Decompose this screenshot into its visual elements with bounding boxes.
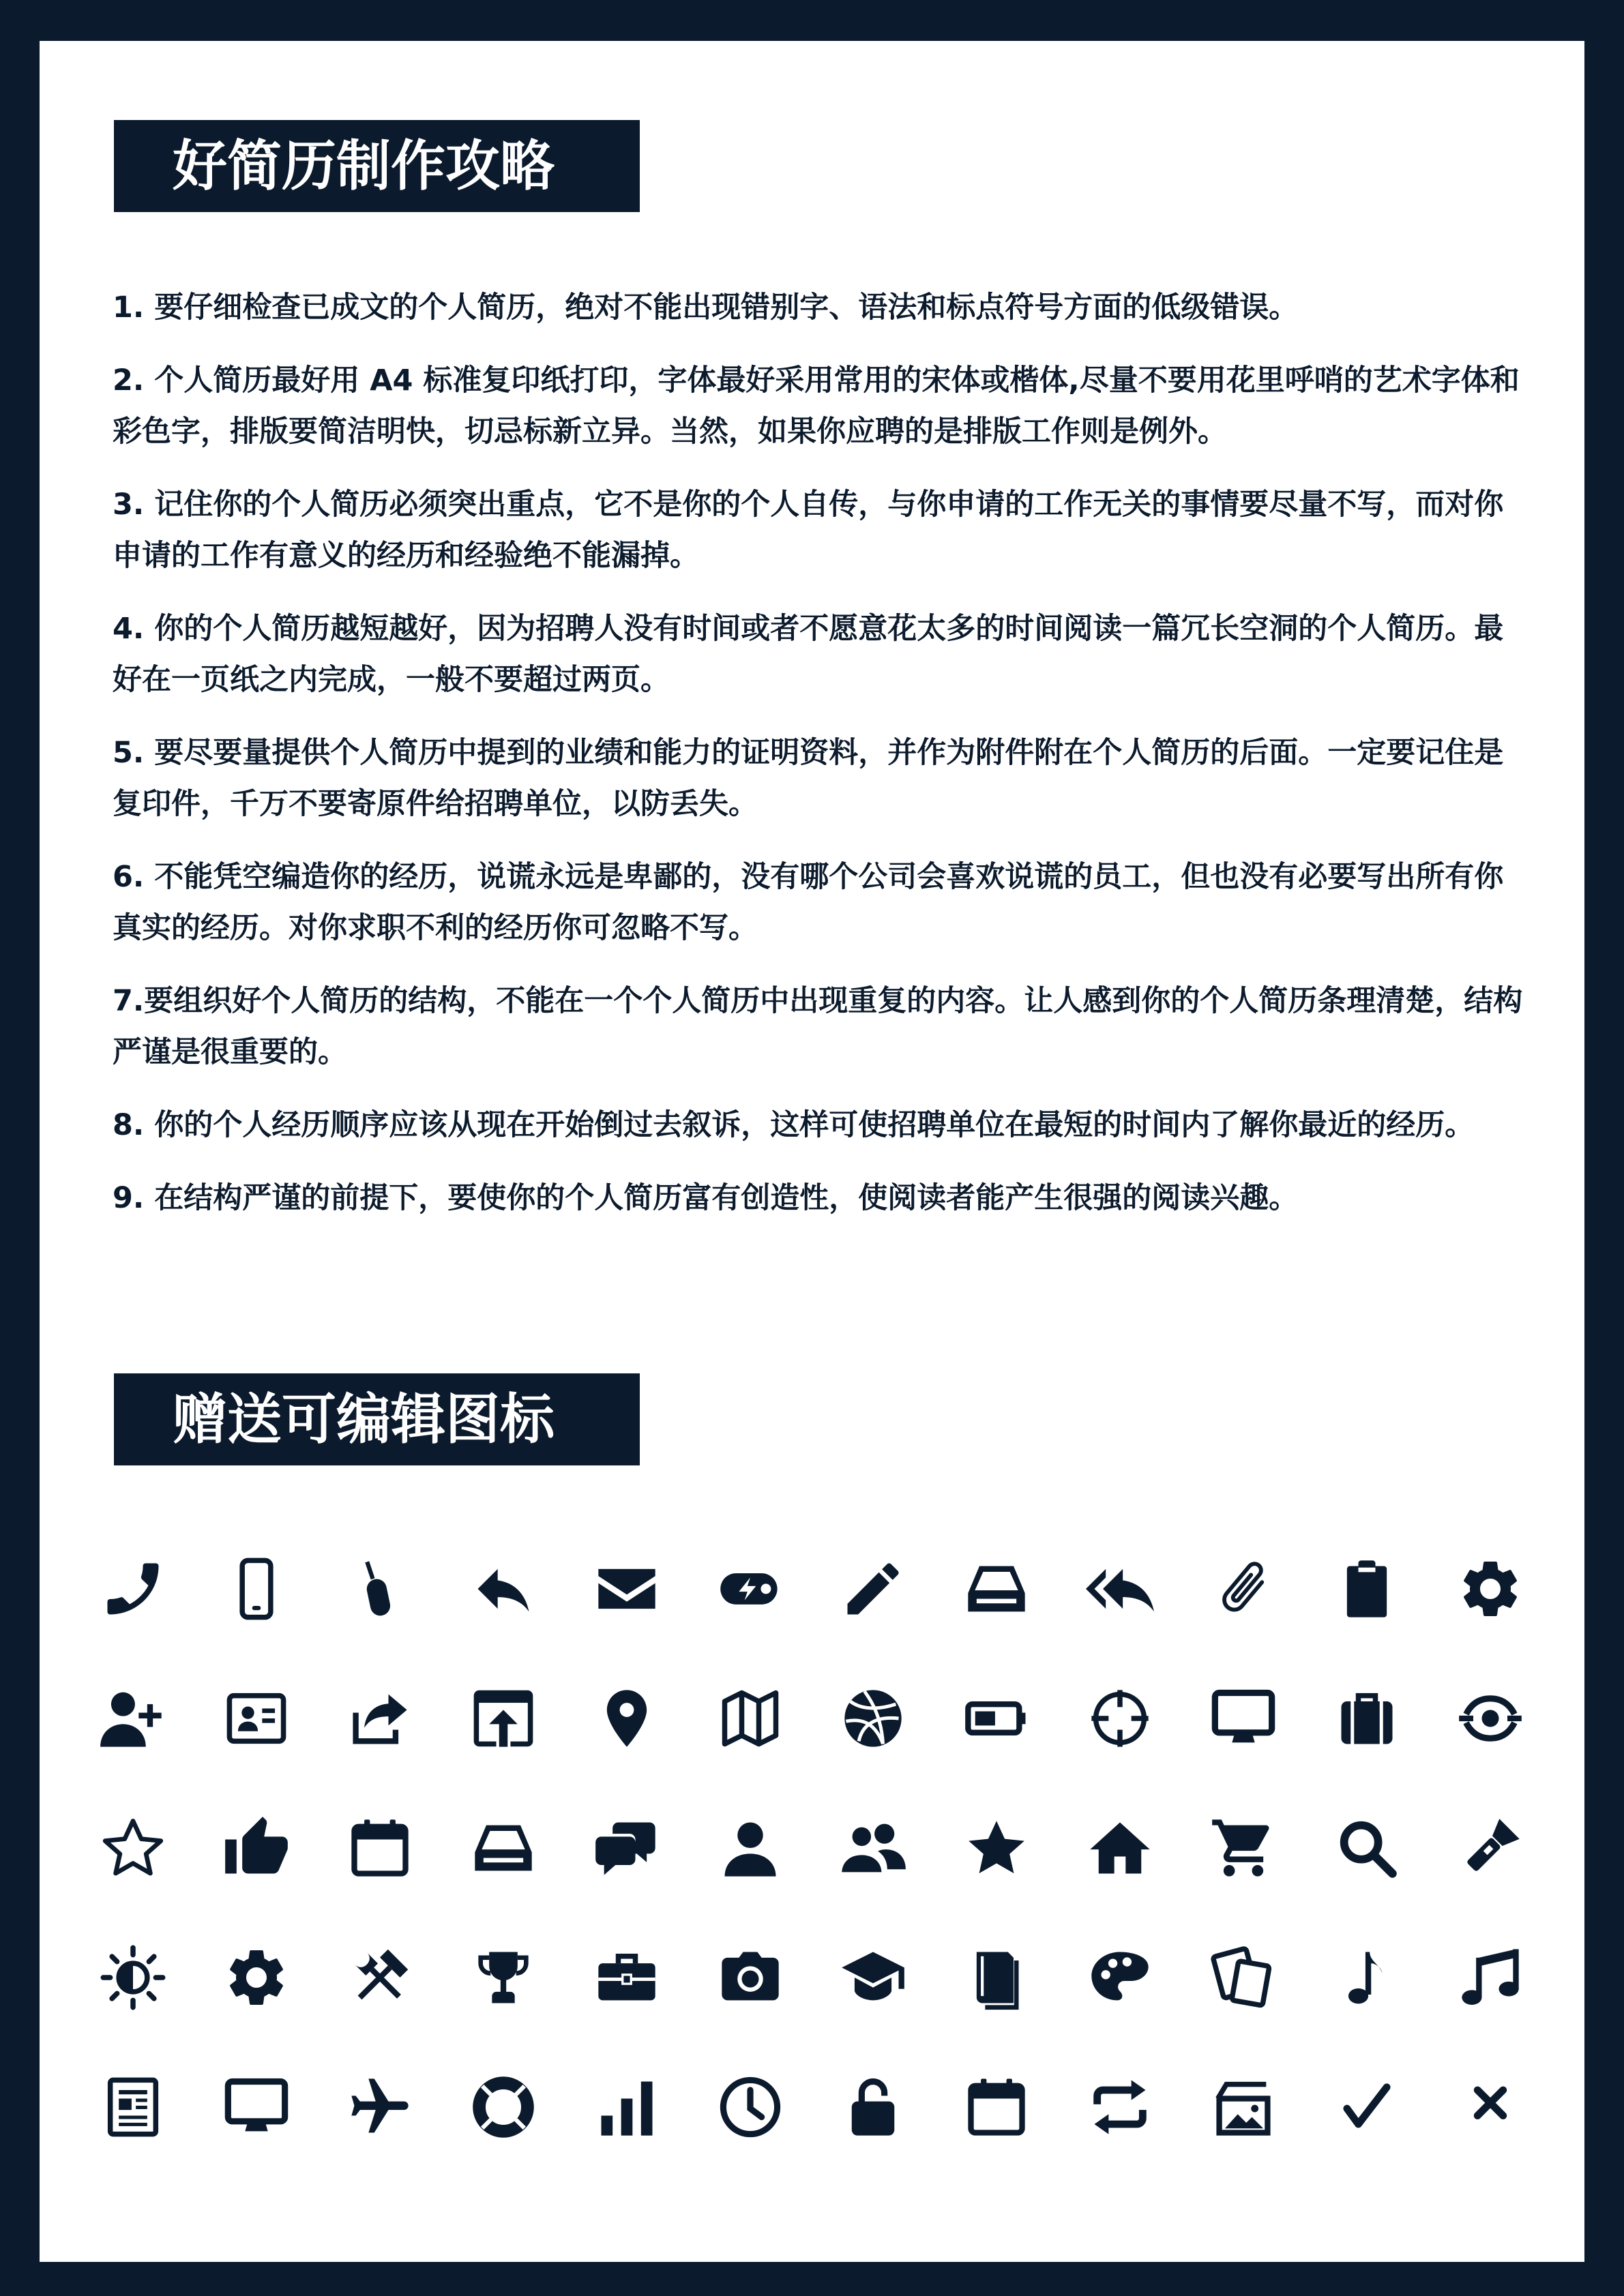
- add-user-icon: [72, 1654, 195, 1783]
- monitor-icon: [195, 2042, 319, 2172]
- battery-icon: [935, 1654, 1059, 1783]
- upload-window-icon: [441, 1654, 565, 1783]
- paperclip-icon: [1181, 1524, 1305, 1654]
- lock-icon: [812, 2042, 935, 2172]
- tip-item: 2. 个人简历最好用 A4 标准复印纸打印，字体最好采用常用的宋体或楷体,尽量不要用花里呼哨的艺术字体和彩色字，排版要简洁明快，切忌标新立异。当然，如果你应聘的是排版工作则是例外。: [113, 363, 1520, 449]
- share-icon: [319, 1654, 442, 1783]
- brightness-icon: [72, 1913, 195, 2042]
- book-icon: [935, 1913, 1059, 2042]
- check-icon: [1305, 2042, 1428, 2172]
- airplane-icon: [319, 2042, 442, 2172]
- eye-icon: [1428, 1654, 1552, 1783]
- map-icon: [688, 1654, 812, 1783]
- document-icon: [72, 2042, 195, 2172]
- tip-item: 9. 在结构严谨的前提下，要使你的个人简历富有创造性，使阅读者能产生很强的阅读兴趣。: [113, 1181, 1299, 1215]
- pencil-icon: [812, 1524, 935, 1654]
- tip-item: 1. 要仔细检查已成文的个人简历，绝对不能出现错别字、语法和标点符号方面的低级错误。: [113, 290, 1299, 325]
- contact-card-icon: [195, 1654, 319, 1783]
- users-icon: [812, 1783, 935, 1913]
- calendar-icon: [319, 1783, 442, 1913]
- tip-item: 8. 你的个人经历顺序应该从现在开始倒过去叙诉，这样可使招聘单位在最短的时间内了解你最近的经历。: [113, 1108, 1475, 1142]
- picture-icon: [1181, 2042, 1305, 2172]
- tools-icon: [319, 1913, 442, 2042]
- section-title-icons: 赠送可编辑图标: [114, 1373, 640, 1465]
- suitcase-icon: [1305, 1654, 1428, 1783]
- crosshair-icon: [1059, 1654, 1182, 1783]
- star-outline-icon: [72, 1783, 195, 1913]
- reply-icon: [441, 1524, 565, 1654]
- tip-item: 5. 要尽要量提供个人简历中提到的业绩和能力的证明资料，并作为附件附在个人简历的后面。一定要记住是复印件，千万不要寄原件给招聘单位，以防丢失。: [113, 736, 1504, 821]
- globe-icon: [812, 1654, 935, 1783]
- cart-icon: [1181, 1783, 1305, 1913]
- search-icon: [1305, 1783, 1428, 1913]
- inbox-icon: [935, 1524, 1059, 1654]
- calendar-icon: [935, 2042, 1059, 2172]
- thumbs-up-icon: [195, 1783, 319, 1913]
- section-title-tips: 好简历制作攻略: [114, 120, 640, 212]
- toolbox-icon: [565, 1913, 688, 2042]
- battery-charging-icon: [688, 1524, 812, 1654]
- drive-icon: [441, 1783, 565, 1913]
- tip-item: 4. 你的个人简历越短越好，因为招聘人没有时间或者不愿意花太多的时间阅读一篇冗长空洞的个人简历。最好在一页纸之内完成，一般不要超过两页。: [113, 612, 1504, 697]
- reply-all-icon: [1059, 1524, 1182, 1654]
- star-icon: [935, 1783, 1059, 1913]
- tip-item: 3. 记住你的个人简历必须突出重点，它不是你的个人自传，与你申请的工作无关的事情要尽量不写，而对你申请的工作有意义的经历和经验绝不能漏掉。: [113, 488, 1504, 573]
- photos-icon: [1181, 1913, 1305, 2042]
- clock-icon: [688, 2042, 812, 2172]
- tip-item: 6. 不能凭空编造你的经历，说谎永远是卑鄙的，没有哪个公司会喜欢说谎的员工，但也没有必要写出所有你真实的经历。对你求职不利的经历你可忽略不写。: [113, 860, 1504, 945]
- mail-icon: [565, 1524, 688, 1654]
- home-icon: [1059, 1783, 1182, 1913]
- trophy-icon: [441, 1913, 565, 2042]
- graduation-cap-icon: [812, 1913, 935, 2042]
- gear-icon: [195, 1913, 319, 2042]
- close-icon: [1428, 2042, 1552, 2172]
- map-pin-icon: [565, 1654, 688, 1783]
- camera-icon: [688, 1913, 812, 2042]
- clipboard-icon: [1305, 1524, 1428, 1654]
- music-note-icon: [1305, 1913, 1428, 2042]
- tips-list: [113, 282, 1524, 1246]
- repeat-icon: [1059, 2042, 1182, 2172]
- lifebuoy-icon: [441, 2042, 565, 2172]
- flashlight-icon: [1428, 1783, 1552, 1913]
- bar-chart-icon: [565, 2042, 688, 2172]
- icon-grid: [72, 1524, 1552, 2172]
- phone-icon: [72, 1524, 195, 1654]
- monitor-icon: [1181, 1654, 1305, 1783]
- gear-icon: [1428, 1524, 1552, 1654]
- music-notes-icon: [1428, 1913, 1552, 2042]
- user-icon: [688, 1783, 812, 1913]
- palette-icon: [1059, 1913, 1182, 2042]
- mobile-phone-icon: [195, 1524, 319, 1654]
- mouse-icon: [319, 1524, 442, 1654]
- tip-item: 7.要组织好个人简历的结构，不能在一个个人简历中出现重复的内容。让人感到你的个人简历条理清楚，结构严谨是很重要的。: [113, 984, 1523, 1069]
- chat-icon: [565, 1783, 688, 1913]
